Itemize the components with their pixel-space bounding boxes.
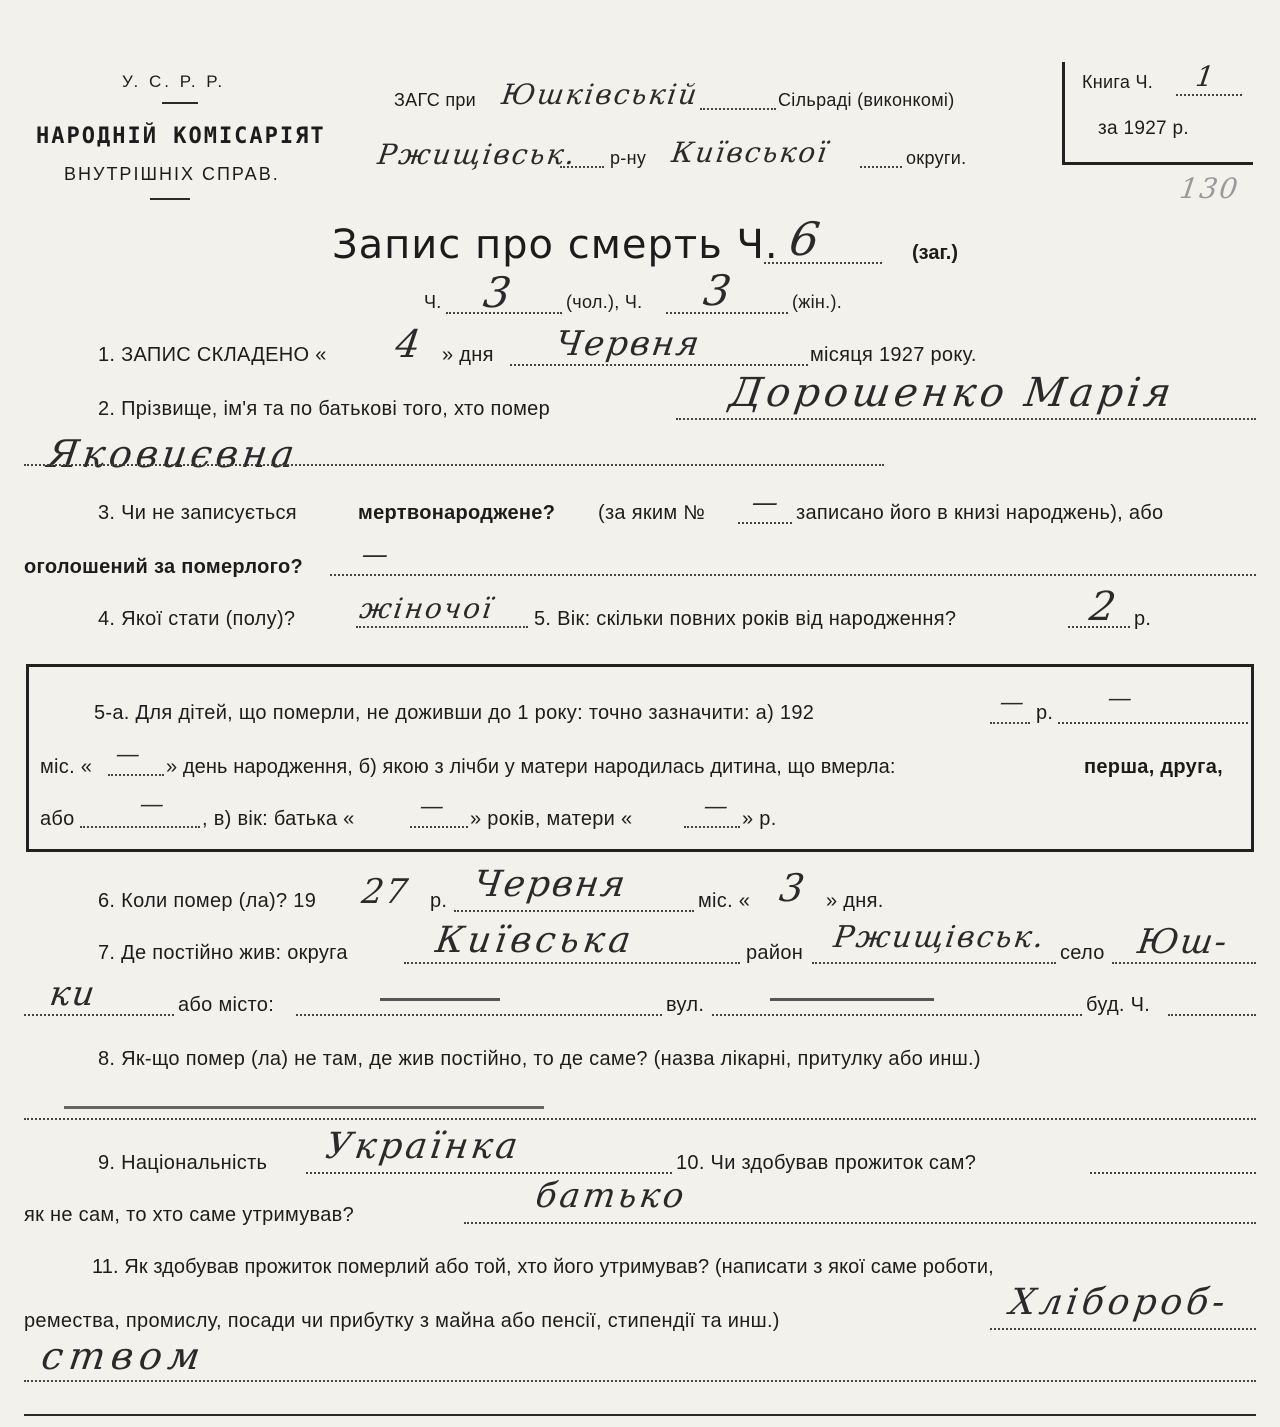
female-count: 3 [700,266,737,315]
field7-label: 7. Де постійно жив: округа [98,942,348,964]
book-number: 1 [1193,60,1219,93]
rpn-label: р-ну [610,148,647,168]
zag-label: (заг.) [912,242,959,264]
republic-label: У. С. Р. Р. [122,72,226,91]
field3-declared-value: — [359,540,393,570]
margin-number: 130 [1177,172,1242,205]
field8-label: 8. Як-що помер (ла) не там, де жив постійно, то де саме? (назва лікарні, притулку або инш.) [98,1048,981,1070]
record-title: Запис про смерть Ч. [332,222,779,268]
female-label: (жін.). [792,292,843,312]
district-handwritten: Ржищівськ. [375,138,579,171]
field7-rayon-label: район [746,942,804,964]
field1-year: місяця 1927 року. [810,344,977,366]
field10-label: 10. Чи здобував прожиток сам? [676,1152,977,1174]
male-label: (чол.), Ч. [566,292,643,312]
field7-rayon: Ржищівськ. [831,920,1048,955]
field5-r: р. [1134,608,1152,630]
book-year: за 1927 р. [1098,118,1189,139]
field1-day-suffix: » дня [442,344,494,366]
field3-label: 3. Чи не записується [98,502,297,524]
field3-book-label: записано його в книзі народжень), або [796,502,1164,524]
zags-village: Юшківській [499,78,701,111]
field7-selo-cont: ки [47,974,100,1014]
field5a-father-age: — [418,792,448,820]
internal-affairs-label: ВНУТРІШНІХ СПРАВ. [64,164,280,184]
field7-okruh: Київська [433,920,638,961]
field2-label: 2. Прізвище, ім'я та по батькові того, хто помер [98,398,551,420]
field5a-mother-age: — [702,792,732,820]
field9-nationality: Українка [323,1126,524,1167]
field11-occupation2: ством [38,1334,209,1378]
field6-day: 3 [776,866,810,910]
council-label: Сільраді (виконкомі) [778,90,955,110]
field7-street-label: вул. [666,994,705,1016]
field5a-r: р. [1036,702,1054,724]
okruhy-label: округи. [906,148,967,168]
commissariat-label: НАРОДНІЙ КОМІСАРІЯТ [36,124,326,149]
field6-month: Червня [471,864,630,905]
ch-label: Ч. [424,292,442,312]
field5a-line3a: або [40,808,75,830]
field3-stillborn: мертвонароджене? [358,502,556,524]
field7-misto-label: або місто: [178,994,275,1016]
field5a-line2a: міс. « [40,756,93,778]
field7-selo-label: село [1060,942,1105,964]
field1-month: Червня [553,324,704,364]
field5a-line1: 5-а. Для дітей, що померли, не доживши до 1 року: точно зазначити: а) 192 [94,702,815,724]
field6-label: 6. Коли помер (ла)? 19 [98,890,317,912]
field1-label: 1. ЗАПИС СКЛАДЕНО « [98,344,327,366]
field5a-end: » р. [742,808,777,830]
field9-label: 9. Національність [98,1152,268,1174]
record-number: 6 [786,212,826,266]
field6-year: 27 [359,872,413,912]
field3-number-label: (за яким № [598,502,706,524]
field5a-mother-label: » років, матери « [470,808,633,830]
field5-label: 5. Вік: скільки повних років від народження? [534,608,957,630]
field11-label: 11. Як здобував прожиток померлий або той, хто його утримував? (написати з якої саме роботи, [92,1256,994,1278]
zags-prefix: ЗАГС при [394,90,477,110]
okruh-handwritten: Київської [669,136,831,169]
field6-end: » дня. [826,890,884,912]
field11-label2: ремества, промислу, посади чи прибутку з майна або пенсії, стипендії та инш.) [24,1310,780,1332]
book-label: Книга Ч. [1082,72,1154,92]
field2-name-line1: Дорошенко Марія [726,370,1178,416]
field2-name-line2: Яковиєвна [44,432,302,476]
field4-label: 4. Якої стати (полу)? [98,608,296,630]
field5a-line2b: » день народження, б) якою з лічби у матери народилась дитина, що вмерла: [166,756,896,778]
field5a-order: перша, друга, [1084,756,1224,778]
field7-house-label: буд. Ч. [1086,994,1151,1016]
field5a-year: — [998,688,1028,716]
field4-sex: жіночої [357,592,496,625]
field6-mis: міс. « [698,890,751,912]
field11-occupation1: Хлібороб- [1007,1282,1232,1323]
field5a-other: — [138,790,168,818]
field7-selo: Юш- [1135,922,1232,962]
male-count: 3 [480,268,517,317]
field10b-label: як не сам, то хто саме утримував? [24,1204,355,1226]
field5a-day: — [114,740,144,768]
field3-declared-dead: оголошений за померлого? [24,556,304,578]
field5-age: 2 [1086,584,1121,630]
field5a-father-label: , в) вік: батька « [202,808,355,830]
field10b-supporter: батько [533,1176,690,1216]
field3-number: — [749,488,783,518]
field5a-month: — [1106,684,1136,712]
field1-day: 4 [392,322,426,366]
field6-r: р. [430,890,448,912]
